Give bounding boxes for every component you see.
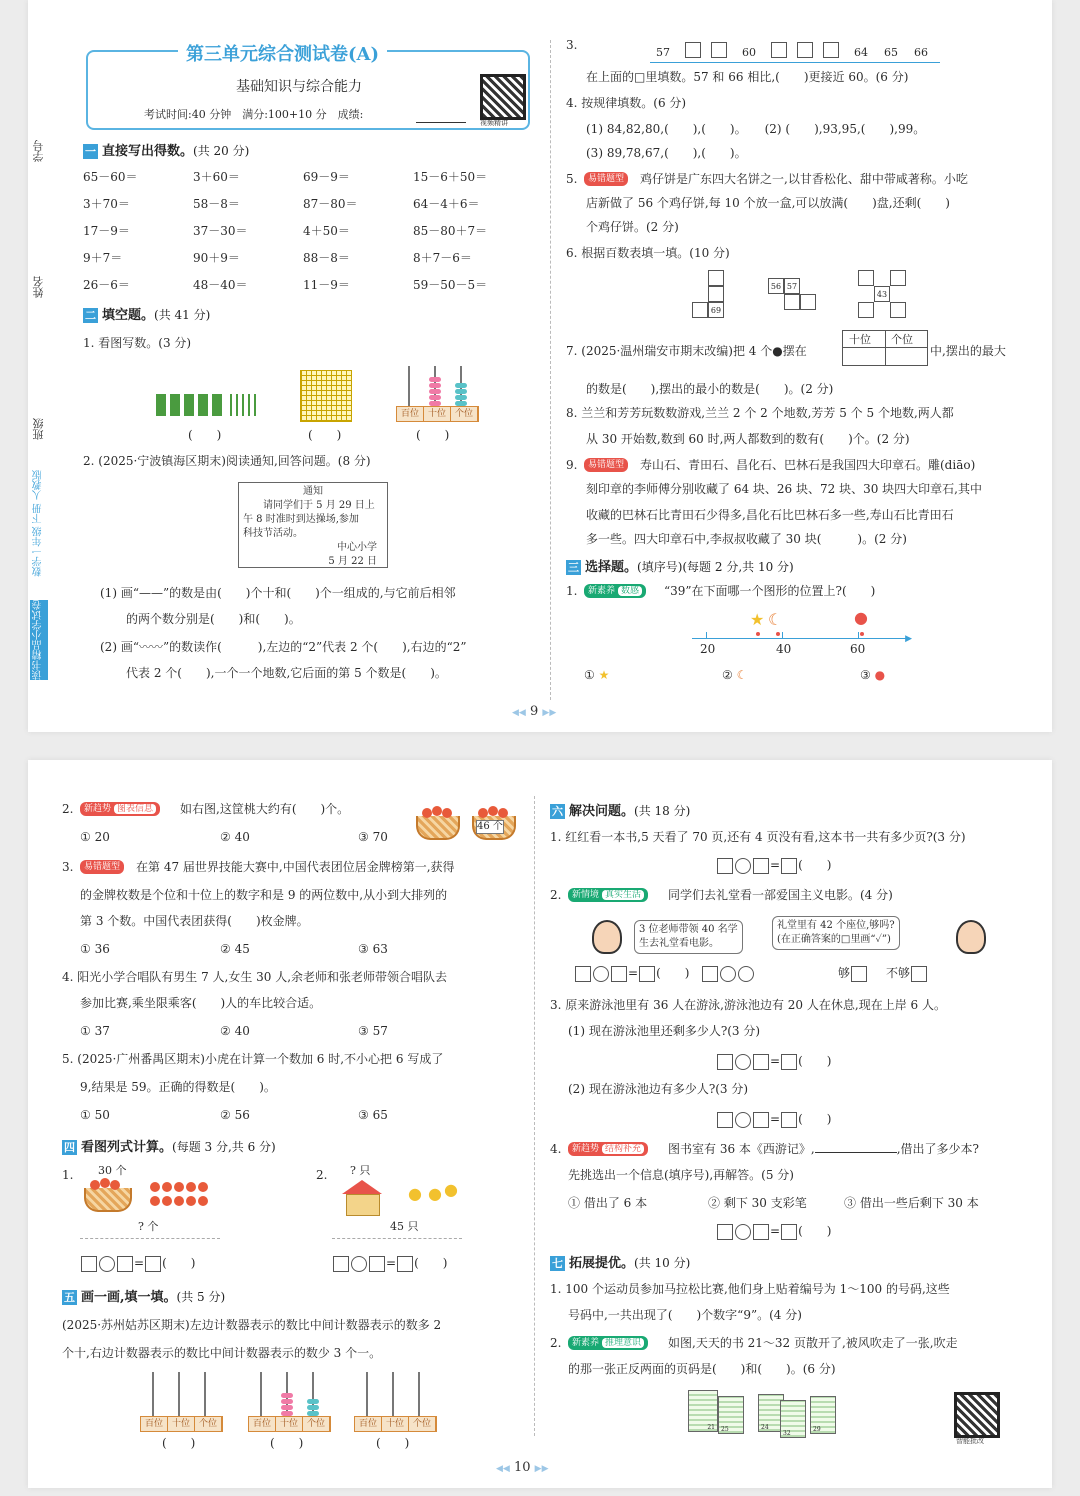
- l3-number: 3.: [62, 860, 74, 874]
- l3-option-2[interactable]: ② 45: [220, 942, 250, 956]
- sun-icon: ●: [854, 608, 868, 627]
- l4-line-b: 参加比赛,乘坐限乘客( )人的车比较合适。: [80, 996, 322, 1010]
- s5-line-b: 个十,右边计数器表示的数比中间计数器表示的数少 3 个一。: [62, 1346, 382, 1360]
- q1-answer-3[interactable]: ( ): [416, 428, 450, 442]
- s4-q2-diagram: ? 只 ● ● ● 45 只: [332, 1162, 462, 1239]
- c1-number-line: ▶ ★ ☾ ●: [692, 610, 912, 650]
- section-7-heading: 七 拓展提优。(共 10 分): [552, 1256, 691, 1271]
- r9-line-b: 刻印章的李师傅分别收藏了 64 块、26 块、72 块、30 块四大印章石,其中: [586, 482, 982, 496]
- star-icon: ★: [598, 668, 610, 682]
- boy-avatar-icon: [956, 920, 986, 954]
- e2-number: 2.: [550, 1336, 562, 1350]
- side-label-student-id: 学号: [32, 140, 45, 162]
- calc-item[interactable]: 8＋7－6＝: [413, 251, 472, 265]
- l2-option-1[interactable]: ① 20: [80, 830, 110, 844]
- abacus-middle: 百位 十位 个位: [248, 1372, 328, 1432]
- q2-text: 2. (2025·宁波镇海区期末)阅读通知,回答问题。(8 分): [83, 454, 371, 468]
- d2-text: 同学们去礼堂看一部爱国主义电影。(4 分): [668, 888, 893, 902]
- d3-2-text: (2) 现在游泳池边有多少人?(3 分): [568, 1082, 749, 1096]
- s5-answer-left[interactable]: ( ): [162, 1436, 196, 1450]
- l3-option-3[interactable]: ③ 63: [358, 942, 388, 956]
- s4-q2-equation-boxes[interactable]: = ( ): [332, 1254, 447, 1272]
- chick-icon: ●: [408, 1184, 422, 1203]
- d4-option-1[interactable]: ① 借出了 6 本: [568, 1196, 648, 1210]
- l2-number: 2.: [62, 802, 74, 816]
- l3-tag: 易错题型: [80, 860, 124, 874]
- test-title: 第三单元综合测试卷(A): [178, 40, 387, 66]
- calc-item[interactable]: 17－9＝: [83, 224, 130, 238]
- sun-icon: ●: [874, 668, 886, 682]
- q2-2-line-a: (2) 画“〰〰”的数读作( ),左边的“2”代表 2 个( ),右边的“2”: [100, 640, 467, 654]
- r7-line-c: 的数是( ),摆出的最小的数是( )。(2 分): [586, 382, 834, 396]
- calc-item[interactable]: 3＋60＝: [193, 170, 240, 184]
- d2-bubble-boy: 礼堂里有 42 个座位,够吗? (在正确答案的□里画“✓”): [772, 916, 900, 950]
- q1-answer-2[interactable]: ( ): [308, 428, 342, 442]
- chick-icon: ●: [428, 1184, 442, 1203]
- r5-line-b: 店新做了 56 个鸡仔饼,每 10 个放一盒,可以放满( )盘,还剩( ): [586, 196, 950, 210]
- d3-1-text: (1) 现在游泳池里还剩多少人?(3 分): [568, 1024, 761, 1038]
- d4-option-2[interactable]: ② 剩下 30 支彩笔: [708, 1196, 807, 1210]
- q2-2-line-b: 代表 2 个( ),一个一个地数,它后面的第 5 个数是( )。: [126, 666, 447, 680]
- girl-avatar-icon: [592, 920, 622, 954]
- r7-line-a: 7. (2025·温州瑞安市期末改编)把 4 个●摆在: [566, 344, 807, 358]
- r8-line-a: 8. 兰兰和芳芳玩数数游戏,兰兰 2 个 2 个地数,芳芳 5 个 5 个地数,两人都: [566, 406, 954, 420]
- stick-bundles-image: [154, 394, 264, 420]
- d2-equation-boxes-a[interactable]: = ( ): [574, 964, 755, 982]
- section-6-heading: 六 解决问题。(共 18 分): [552, 804, 691, 819]
- side-label-book: 数学一年级 下册 人教版: [33, 470, 44, 577]
- chick-icon: ●: [444, 1180, 458, 1199]
- q1-answer-1[interactable]: ( ): [188, 428, 222, 442]
- page-number-10: ◀◀ 10 ▶▶: [496, 1460, 549, 1475]
- l3-option-1[interactable]: ① 36: [80, 942, 110, 956]
- d1-equation-boxes[interactable]: = ( ): [716, 856, 831, 874]
- r7-line-b: 中,摆出的最大: [930, 344, 1006, 358]
- r7-place-value-table: 十位 个位: [842, 330, 928, 366]
- calc-item[interactable]: 3＋70＝: [83, 197, 130, 211]
- c1-text: “39”在下面哪一个图形的位置上?( ): [664, 584, 876, 598]
- r5-line-c: 个鸡仔饼。(2 分): [586, 220, 679, 234]
- s5-answer-right[interactable]: ( ): [376, 1436, 410, 1450]
- l3-line-b: 的金牌枚数是个位和十位上的数字和是 9 的两位数中,从小到大排列的: [80, 888, 448, 902]
- page-10: [28, 760, 1052, 1488]
- calc-item[interactable]: 48－40＝: [193, 278, 248, 292]
- e1-line-b: 号码中,一共出现了( )个数字“9”。(4 分): [568, 1308, 802, 1322]
- scattered-pages-image: 21 25 24 32 29: [688, 1390, 848, 1450]
- star-icon: ★: [750, 610, 765, 629]
- s5-answer-middle[interactable]: ( ): [270, 1436, 304, 1450]
- e2-tag: 新素养 推理意识: [568, 1336, 648, 1350]
- l3-line-a: 在第 47 届世界技能大赛中,中国代表团位居金牌榜第一,获得: [136, 860, 455, 874]
- calc-item[interactable]: 87－80＝: [303, 197, 358, 211]
- side-label-class: 班级: [32, 418, 45, 440]
- l5-option-3[interactable]: ③ 65: [358, 1108, 388, 1122]
- calc-item[interactable]: 65－60＝: [83, 170, 138, 184]
- s4-q1-diagram: 30 个 ? 个: [80, 1162, 220, 1239]
- l5-option-2[interactable]: ② 56: [220, 1108, 250, 1122]
- r3-number: 3.: [566, 38, 578, 52]
- section-1-heading: 一 直接写出得数。(共 20 分): [85, 144, 250, 159]
- q1-text: 1. 看图写数。(3 分): [83, 336, 192, 350]
- e2-line-a: 如图,天天的书 21～32 页散开了,被风吹走了一张,吹走: [668, 1336, 958, 1350]
- d3-1-equation-boxes[interactable]: = ( ): [716, 1052, 831, 1070]
- c1-tick-60: 60: [850, 642, 866, 656]
- e1-line-a: 1. 100 个运动员参加马拉松比赛,他们身上贴着编号为 1～100 的号码,这些: [550, 1282, 950, 1296]
- d4-tag: 新趋势 结构补充: [568, 1142, 648, 1156]
- l2-text: 如右图,这筐桃大约有( )个。: [180, 802, 350, 816]
- column-divider: [550, 40, 551, 700]
- page-number-9: ◀◀ 9 ▶▶: [512, 704, 557, 719]
- r9-line-d: 多一些。四大印章石中,李叔叔收藏了 30 块( )。(2 分): [586, 532, 907, 546]
- l2-option-3[interactable]: ③ 70: [358, 830, 388, 844]
- d2-number: 2.: [550, 888, 562, 902]
- c1-tag: 新素养 数感: [584, 584, 646, 598]
- d2-not-enough-option[interactable]: 不够: [886, 964, 928, 982]
- r5-tag: 易错题型: [584, 172, 628, 186]
- r5-number: 5.: [566, 172, 578, 186]
- d2-bubble-girl: 3 位老师带领 40 名学 生去礼堂看电影。: [634, 920, 743, 954]
- calc-item[interactable]: 15－6＋50＝: [413, 170, 488, 184]
- l3-line-c: 第 3 个数。中国代表团获得( )枚金牌。: [80, 914, 309, 928]
- abacus-right: 百位 十位 个位: [354, 1372, 434, 1432]
- qr-label: 视频精讲: [480, 119, 508, 127]
- l5-line-b: 9,结果是 59。正确的得数是( )。: [80, 1080, 276, 1094]
- test-meta: 考试时间:40 分钟 满分:100+10 分 成绩:: [144, 108, 364, 121]
- notice-box: 通知 请同学们于 5 月 29 日上 午 8 时准时到达操场,参加 科技节活动。 中心小学 5 月 22 日: [238, 482, 388, 568]
- s5-line-a: (2025·苏州姑苏区期末)左边计数器表示的数比中间计数器表示的数多 2: [62, 1318, 442, 1332]
- hundred-grid-image: [300, 370, 352, 422]
- c1-option-3[interactable]: ③ ●: [860, 668, 886, 682]
- qr-label: 智能批改: [956, 1437, 984, 1445]
- score-line: [416, 122, 466, 123]
- peach-baskets-image: 46 个: [416, 802, 526, 842]
- moon-icon: ☾: [768, 610, 783, 629]
- s4-q1-number: 1.: [62, 1168, 74, 1182]
- side-label-series: 读书精品小学试卷: [30, 600, 48, 680]
- calc-item[interactable]: 11－9＝: [303, 278, 350, 292]
- d4-equation-boxes[interactable]: = ( ): [716, 1222, 831, 1240]
- calc-item[interactable]: 26－6＝: [83, 278, 130, 292]
- s4-q1-equation-boxes[interactable]: = ( ): [80, 1254, 195, 1272]
- calc-item[interactable]: 90＋9＝: [193, 251, 240, 265]
- d2-tag: 新情境 真实生活: [568, 888, 648, 902]
- r6-text: 6. 根据百数表填一填。(10 分): [566, 246, 730, 260]
- l2-option-2[interactable]: ② 40: [220, 830, 250, 844]
- calc-item[interactable]: 4＋50＝: [303, 224, 350, 238]
- l4-option-2[interactable]: ② 40: [220, 1024, 250, 1038]
- d4-line-a: 图书室有 36 本《西游记》, ,借出了多少本?: [668, 1142, 979, 1156]
- l4-option-3[interactable]: ③ 57: [358, 1024, 388, 1038]
- r4-3-text: (3) 89,78,67,( ),( )。: [586, 146, 747, 160]
- r5-line-a: 鸡仔饼是广东四大名饼之一,以甘香松化、甜中带咸著称。小吃: [640, 172, 968, 186]
- c1-option-1[interactable]: ① ★: [584, 668, 610, 682]
- r9-line-a: 寿山石、青田石、昌化石、巴林石是我国四大印章石。雕(diāo): [640, 458, 976, 472]
- side-binding-strip: [28, 0, 50, 732]
- calc-item[interactable]: 59－50－5＝: [413, 278, 488, 292]
- l4-line-a: 4. 阳光小学合唱队有男生 7 人,女生 30 人,余老师和张老师带领合唱队去: [62, 970, 448, 984]
- r3-text: 在上面的□里填数。57 和 66 相比,( )更接近 60。(6 分): [586, 70, 909, 84]
- calc-item[interactable]: 69－9＝: [303, 170, 350, 184]
- d3-2-equation-boxes[interactable]: = ( ): [716, 1110, 831, 1128]
- l2-tag: 新趋势 图表信息: [80, 802, 160, 816]
- c1-number: 1.: [566, 584, 578, 598]
- d3-text: 3. 原来游泳池里有 36 人在游泳,游泳池边有 20 人在休息,现在上岸 6 人。: [550, 998, 946, 1012]
- c1-tick-20: 20: [700, 642, 716, 656]
- r4-1-text: (1) 84,82,80,( ),( )。 (2) ( ),93,95,( ),99。: [586, 122, 926, 136]
- section-3-heading: 三 选择题。(填序号)(每题 2 分,共 10 分): [568, 560, 794, 575]
- abacus-q1: 百位 十位 个位: [396, 364, 476, 422]
- section-5-heading: 五 画一画,填一填。(共 5 分): [64, 1290, 226, 1305]
- q2-1-line-a: (1) 画“——”的数是由( )个十和( )个一组成的,与它前后相邻: [100, 586, 456, 600]
- d1-text: 1. 红红看一本书,5 天看了 70 页,还有 4 页没有看,这本书一共有多少页?(3 分): [550, 830, 966, 844]
- calc-item[interactable]: 9＋7＝: [83, 251, 123, 265]
- section-4-heading: 四 看图列式计算。(每题 3 分,共 6 分): [64, 1140, 276, 1155]
- l4-option-1[interactable]: ① 37: [80, 1024, 110, 1038]
- section-2-heading: 二 填空题。(共 41 分): [85, 308, 211, 323]
- s4-q2-number: 2.: [316, 1168, 328, 1182]
- side-label-name: 姓名: [32, 276, 45, 298]
- l5-option-1[interactable]: ① 50: [80, 1108, 110, 1122]
- calc-item[interactable]: 64－4＋6＝: [413, 197, 480, 211]
- r8-line-b: 从 30 开始数,数到 60 时,两人都数到的数有( )个。(2 分): [586, 432, 910, 446]
- calc-item[interactable]: 88－8＝: [303, 251, 350, 265]
- d2-enough-option[interactable]: 够: [838, 964, 868, 982]
- r9-line-c: 收藏的巴林石比青田石少得多,昌化石比巴林石多一些,寿山石比青田石: [586, 508, 954, 522]
- r9-number: 9.: [566, 458, 578, 472]
- r9-tag: 易错题型: [584, 458, 628, 472]
- test-subtitle: 基础知识与综合能力: [236, 79, 362, 95]
- c1-tick-40: 40: [776, 642, 792, 656]
- calc-item[interactable]: 37－30＝: [193, 224, 248, 238]
- moon-icon: ☾: [736, 668, 748, 682]
- calc-item[interactable]: 58－8＝: [193, 197, 240, 211]
- q2-1-line-b: 的两个数分别是( )和( )。: [126, 612, 301, 626]
- d4-option-3[interactable]: ③ 借出一些后剩下 30 本: [844, 1196, 979, 1210]
- r4-text: 4. 按规律填数。(6 分): [566, 96, 687, 110]
- d4-line-b: 先挑选出一个信息(填序号),再解答。(5 分): [568, 1168, 794, 1182]
- calc-item[interactable]: 85－80＋7＝: [413, 224, 488, 238]
- page-9: 学号 姓名 班级 数学一年级 下册 人教版 读书精品小学试卷 第三单元综合测试卷(A) 基础知识与综合能力 考试时间:40 分钟 满分:100+10 分 成绩: 视频精讲 一 直接写出得数。(共 20 分) 二 填空题。(共 41 分) 1. 看图写数。(3 分) ( ) ( ) 百位 十位 个位 ( ) 2. (2025·宁波镇海区期末)阅读通知,回答问题。(8 分) 通知 请同学们于 5 月 29 日上 午 8 时准时到达操场,参加 科技节活动。 中心小学 5 月 22 日 (1) 画“——”的数是由( )个十和( )个一组成的,与它前后相邻 的两个数分别是( )和( )。 (2) 画“〰〰”的数读作( ),左边的“2”代表 2 个( ),右边的“2” 代表 2 个( ),一个一个地数,它后面的第 5 个数是( )。 3. 57 60 64 65 66 在上面的□里填数。57 和 66 相比,( )更接近 60。(6 分) 4. 按规律填数。(6 分) (1) 84,82,80,( ),( )。 (2) ( ),93,95,( ),99。 (3) 89,78,67,( ),( )。 5. 易错题型 鸡仔饼是广东四大名饼之一,以甘香松化、甜中带咸著称。小吃 店新做了 56 个鸡仔饼,每 10 个放一盒,可以放满( )盘,还剩( ) 个鸡仔饼。(2 分) 6. 根据百数表填一填。(10 分) 69 56 57 43 7. (2025·温州瑞安市期末改编)把 4 个●摆在 十位 个位 中,摆出的最大 的数是( ),摆出的最小的数是( )。(2 分) 8. 兰兰和芳芳玩数数游戏,兰兰 2 个 2 个地数,芳芳 5 个 5 个地数,两人都 从 30 开始数,数到 60 时,两人都数到的数有( )个。(2 分) 9. 易错题型 寿山石、青田石、昌化石、巴林石是我国四大印章石。雕(diāo) 刻印章的李师傅分别收藏了 64 块、26 块、72 块、30 块四大印章石,其中 收藏的巴林石比青田石少得多,昌化石比巴林石多一些,寿山石比青田石 多一些。四大印章石中,李叔叔收藏了 30 块( )。(2 分) 三 选择题。(填序号)(每题 2 分,共 10 分) 1. 新素养 数感 “39”在下面哪一个图形的位置上?( ) ▶ ★ ☾ ● 20 40 60 ① ★ ② ☾ ③ ● ◀◀ 9 ▶▶ 65－60＝ 3＋60＝ 69－9＝ 15－6＋50＝ 3＋70＝ 58－8＝ 87－80＝ 64－4＋6＝ 17－9＝ 37－30＝ 4＋50＝ 85－80＋7＝ 9＋7＝ 90＋9＝ 88－8＝ 8＋7－6＝ 26－6＝ 48－40＝ 11－9＝ 59－50－5＝: [28, 0, 1052, 732]
- abacus-left: 百位 十位 个位: [140, 1372, 220, 1432]
- c1-option-2[interactable]: ② ☾: [722, 668, 748, 682]
- e2-line-b: 的那一张正反两面的页码是( )和( )。(6 分): [568, 1362, 836, 1376]
- l5-line-a: 5. (2025·广州番禺区期末)小虎在计算一个数加 6 时,不小心把 6 写成了: [62, 1052, 444, 1066]
- column-divider: [534, 796, 535, 1436]
- r3-number-strip: 57 60 64 65 66: [650, 42, 940, 64]
- d4-number: 4.: [550, 1142, 562, 1156]
